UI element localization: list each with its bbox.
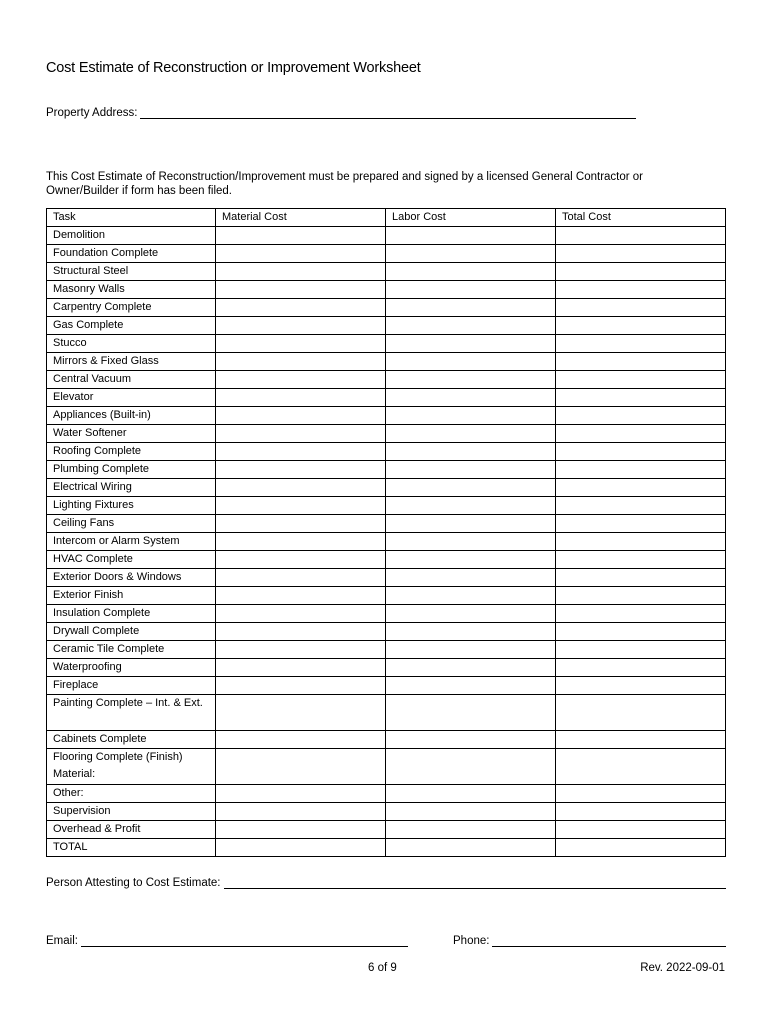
table-body [47,227,726,857]
material-cost-cell[interactable] [216,587,386,605]
table-row [47,695,726,731]
total-cost-cell[interactable] [556,749,726,785]
material-cost-cell[interactable] [216,749,386,785]
task-cell: Central Vacuum [47,371,216,389]
material-cost-cell[interactable] [216,407,386,425]
total-cost-cell[interactable] [556,245,726,263]
page-title: Cost Estimate of Reconstruction or Improvement Worksheet [46,60,421,76]
email-field[interactable] [81,934,408,947]
labor-cost-cell[interactable] [386,785,556,803]
task-cell: Overhead & Profit [47,821,216,839]
task-cell: Ceramic Tile Complete [47,641,216,659]
header-task: Task [47,209,216,227]
labor-cost-cell[interactable] [386,389,556,407]
task-cell: Drywall Complete [47,623,216,641]
material-cost-cell[interactable] [216,785,386,803]
task-cell: Supervision [47,803,216,821]
material-cost-cell[interactable] [216,281,386,299]
labor-cost-cell[interactable] [386,317,556,335]
total-cost-cell[interactable] [556,443,726,461]
labor-cost-cell[interactable] [386,587,556,605]
total-cost-cell[interactable] [556,227,726,245]
total-cost-cell[interactable] [556,569,726,587]
table-row [47,731,726,749]
email-row [46,934,408,947]
table-header-row [47,209,726,227]
material-cost-cell[interactable] [216,425,386,443]
task-cell: Appliances (Built-in) [47,407,216,425]
task-cell: Lighting Fixtures [47,497,216,515]
table-row [47,641,726,659]
table-row [47,605,726,623]
task-cell: Mirrors & Fixed Glass [47,353,216,371]
table-row [47,407,726,425]
total-cost-cell[interactable] [556,695,726,731]
revision-date: Rev. 2022-09-01 [640,962,725,974]
material-cost-cell[interactable] [216,605,386,623]
material-cost-cell[interactable] [216,821,386,839]
task-cell: Fireplace [47,677,216,695]
table-row [47,371,726,389]
total-cost-cell[interactable] [556,605,726,623]
total-cost-cell[interactable] [556,497,726,515]
task-cell: TOTAL [47,839,216,857]
table-row [47,263,726,281]
total-cost-cell[interactable] [556,803,726,821]
table-row [47,659,726,677]
total-cost-cell[interactable] [556,623,726,641]
labor-cost-cell[interactable] [386,677,556,695]
labor-cost-cell[interactable] [386,227,556,245]
material-cost-cell[interactable] [216,731,386,749]
material-cost-cell[interactable] [216,839,386,857]
material-cost-cell[interactable] [216,245,386,263]
total-cost-cell[interactable] [556,353,726,371]
labor-cost-cell[interactable] [386,335,556,353]
labor-cost-cell[interactable] [386,461,556,479]
labor-cost-cell[interactable] [386,245,556,263]
header-labor-cost: Labor Cost [386,209,556,227]
labor-cost-cell[interactable] [386,605,556,623]
phone-label: Phone: [453,935,490,947]
table-row [47,389,726,407]
table-row [47,749,726,785]
material-cost-cell[interactable] [216,317,386,335]
task-cell: Water Softener [47,425,216,443]
total-cost-cell[interactable] [556,389,726,407]
material-cost-cell[interactable] [216,515,386,533]
table-row [47,335,726,353]
task-cell: Waterproofing [47,659,216,677]
task-cell: Demolition [47,227,216,245]
phone-field[interactable] [492,934,726,947]
labor-cost-cell[interactable] [386,515,556,533]
labor-cost-cell[interactable] [386,695,556,731]
material-cost-cell[interactable] [216,803,386,821]
task-cell: Elevator [47,389,216,407]
table-row [47,353,726,371]
email-label: Email: [46,935,78,947]
task-cell: Exterior Finish [47,587,216,605]
table-row [47,299,726,317]
task-cell: Carpentry Complete [47,299,216,317]
table-row [47,803,726,821]
task-cell: Insulation Complete [47,605,216,623]
intro-paragraph: This Cost Estimate of Reconstruction/Improvement must be prepared and signed by a licensed General Contractor or Owner/Builder if form has been filed. [46,171,644,197]
labor-cost-cell[interactable] [386,425,556,443]
cost-table [46,208,726,857]
table-row [47,623,726,641]
labor-cost-cell[interactable] [386,551,556,569]
material-cost-cell[interactable] [216,371,386,389]
task-cell: Intercom or Alarm System [47,533,216,551]
total-cost-cell[interactable] [556,425,726,443]
total-cost-cell[interactable] [556,335,726,353]
labor-cost-cell[interactable] [386,263,556,281]
total-cost-cell[interactable] [556,839,726,857]
task-cell: HVAC Complete [47,551,216,569]
material-cost-cell[interactable] [216,533,386,551]
material-cost-cell[interactable] [216,695,386,731]
total-cost-cell[interactable] [556,371,726,389]
table-row [47,317,726,335]
total-cost-cell[interactable] [556,731,726,749]
labor-cost-cell[interactable] [386,353,556,371]
labor-cost-cell[interactable] [386,533,556,551]
total-cost-cell[interactable] [556,533,726,551]
table-row [47,587,726,605]
task-cell: Stucco [47,335,216,353]
task-cell: Ceiling Fans [47,515,216,533]
table-row [47,569,726,587]
material-cost-cell[interactable] [216,443,386,461]
labor-cost-cell[interactable] [386,299,556,317]
material-cost-cell[interactable] [216,461,386,479]
material-cost-cell[interactable] [216,389,386,407]
total-cost-cell[interactable] [556,641,726,659]
property-address-row [46,106,636,119]
property-address-field[interactable] [140,106,636,119]
table-row [47,461,726,479]
total-cost-cell[interactable] [556,821,726,839]
task-cell: Roofing Complete [47,443,216,461]
material-cost-cell[interactable] [216,299,386,317]
labor-cost-cell[interactable] [386,641,556,659]
task-cell: Flooring Complete (Finish) Material: [47,749,216,785]
material-cost-cell[interactable] [216,335,386,353]
attest-field[interactable] [224,876,727,889]
table-row [47,533,726,551]
table-row [47,227,726,245]
material-cost-cell[interactable] [216,263,386,281]
material-cost-cell[interactable] [216,677,386,695]
total-cost-cell[interactable] [556,317,726,335]
total-cost-cell[interactable] [556,587,726,605]
task-cell: Structural Steel [47,263,216,281]
labor-cost-cell[interactable] [386,659,556,677]
task-cell: Cabinets Complete [47,731,216,749]
total-cost-cell[interactable] [556,407,726,425]
table-row [47,677,726,695]
total-cost-cell[interactable] [556,281,726,299]
property-address-label: Property Address: [46,107,138,119]
labor-cost-cell[interactable] [386,443,556,461]
table-row [47,497,726,515]
labor-cost-cell[interactable] [386,839,556,857]
task-cell: Other: [47,785,216,803]
labor-cost-cell[interactable] [386,821,556,839]
task-cell: Foundation Complete [47,245,216,263]
labor-cost-cell[interactable] [386,479,556,497]
task-cell: Masonry Walls [47,281,216,299]
total-cost-cell[interactable] [556,659,726,677]
task-cell: Exterior Doors & Windows [47,569,216,587]
labor-cost-cell[interactable] [386,803,556,821]
labor-cost-cell[interactable] [386,407,556,425]
phone-row [453,934,726,947]
table-row [47,245,726,263]
total-cost-cell[interactable] [556,785,726,803]
material-cost-cell[interactable] [216,641,386,659]
attest-label: Person Attesting to Cost Estimate: [46,877,221,889]
material-cost-cell[interactable] [216,551,386,569]
header-material-cost: Material Cost [216,209,386,227]
task-cell: Gas Complete [47,317,216,335]
total-cost-cell[interactable] [556,515,726,533]
material-cost-cell[interactable] [216,569,386,587]
table-row [47,425,726,443]
material-cost-cell[interactable] [216,659,386,677]
header-total-cost: Total Cost [556,209,726,227]
total-cost-cell[interactable] [556,677,726,695]
labor-cost-cell[interactable] [386,731,556,749]
attest-row [46,876,726,889]
table-row [47,551,726,569]
table-row [47,821,726,839]
total-cost-cell[interactable] [556,461,726,479]
material-cost-cell[interactable] [216,497,386,515]
labor-cost-cell[interactable] [386,569,556,587]
table-row [47,479,726,497]
total-cost-cell[interactable] [556,479,726,497]
labor-cost-cell[interactable] [386,623,556,641]
labor-cost-cell[interactable] [386,281,556,299]
table-row [47,443,726,461]
table-row [47,785,726,803]
total-cost-cell[interactable] [556,299,726,317]
table-row [47,281,726,299]
total-cost-cell[interactable] [556,551,726,569]
labor-cost-cell[interactable] [386,371,556,389]
material-cost-cell[interactable] [216,623,386,641]
page-number: 6 of 9 [368,962,397,974]
task-cell: Electrical Wiring [47,479,216,497]
material-cost-cell[interactable] [216,479,386,497]
table-row [47,839,726,857]
material-cost-cell[interactable] [216,353,386,371]
labor-cost-cell[interactable] [386,497,556,515]
total-cost-cell[interactable] [556,263,726,281]
table-row [47,515,726,533]
labor-cost-cell[interactable] [386,749,556,785]
task-cell: Plumbing Complete [47,461,216,479]
task-cell: Painting Complete – Int. & Ext. [47,695,216,731]
material-cost-cell[interactable] [216,227,386,245]
